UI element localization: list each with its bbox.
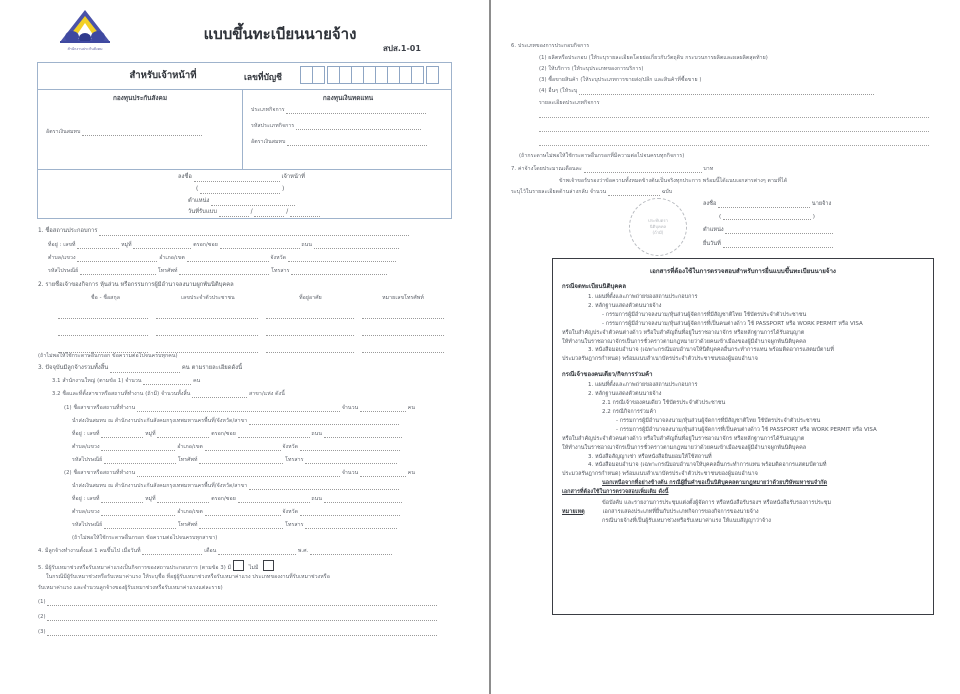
branch-2-address-line-2: [72, 508, 400, 516]
account-group-1: [301, 66, 325, 84]
checklist-underlined-line-1: นอกเหนือจากที่อย่างข้างต้น กรณีผู้ยื่นคำขอเป็นนิติบุคคลตามกฎหมายว่าด้วยบริษัทมหาชนจำกัด: [602, 480, 828, 487]
checklist-tail-item: เอกสารแสดงประเภทที่ยื่นกับประเภทกิจการของกิจการของนายจ้าง: [602, 508, 759, 515]
branch-1-name-label: ชื่อสาขาหรือสถานที่ทำงาน: [73, 405, 136, 411]
account-cell[interactable]: [426, 66, 439, 84]
branch-2-address-line-1: [72, 495, 402, 503]
business-type-label: ประเภทกิจการ: [251, 107, 285, 113]
postcode-field[interactable]: [104, 458, 176, 464]
entry-number: (2): [38, 614, 46, 620]
checklist-item: - กรรมการผู้มีอำนาจลงนาม/หุ้นส่วนผู้จัดการที่เป็นคนต่างด้าว ใช้ PASSPORT หรือ WORK PERMIT หรือ VISA: [616, 426, 877, 433]
seal-line-3: (ถ้ามี): [652, 230, 664, 236]
item-2-footnote: (ถ้าไม่พอให้ใช้กระดาษอื่นกรอก ข้อความต่อไปจนครบทุกคน): [38, 353, 178, 359]
branch-2-office-field[interactable]: [249, 484, 399, 490]
branch-1-count-unit: คน: [407, 405, 415, 411]
checklist-title: เอกสารที่ต้องใช้ในการตรวจสอบสำหรับการยื่นแบบขึ้นทะเบียนนายจ้าง: [650, 268, 836, 275]
total-employees-field[interactable]: [110, 367, 180, 373]
road-field[interactable]: [314, 243, 399, 249]
item-3-label-a: ปัจจุบันมีลูกจ้างรวมทั้งสิ้น: [45, 365, 109, 371]
province-field[interactable]: [300, 445, 400, 451]
company-seal-placeholder: [629, 198, 687, 256]
subcontractor-field-3[interactable]: [47, 630, 437, 636]
item-5-detail-line-2: รับเหมาค่าแรง และจำนวนลูกจ้างของผู้รับเหมาช่วงหรือรับเหมาค่าแรงแต่ละราย): [38, 585, 223, 591]
submit-date-label: ยื่นวันที่: [703, 241, 721, 247]
form-page-2: [491, 0, 960, 694]
checklist-item: 2. หลักฐานแสดงตัวตนนายจ้าง: [588, 391, 662, 398]
item-3-1-row: [52, 377, 200, 385]
employer-signature-block: [703, 200, 893, 254]
position-label: ตำแหน่ง: [188, 198, 210, 204]
checklist-tail-item: กรณีนายจ้างที่เป็นผู้รับเหมาช่วงหรือรับเหมาค่าแรง ให้แนบสัญญาว่าจ้าง: [602, 517, 771, 524]
moo-label: หมู่ที่: [121, 242, 132, 248]
moo-field[interactable]: [133, 243, 191, 249]
position-label: ตำแหน่ง: [703, 227, 724, 233]
item-5-row: [38, 560, 274, 572]
checklist-item: 3. หนังสือมอบอำนาจ (เฉพาะกรณีมอบอำนาจให้นิติบุคคลอื่นกระทำการแทน พร้อมติดอากรแสตมป์ตามที่: [588, 347, 834, 354]
checklist-item: - กรรมการผู้มีอำนาจลงนาม/หุ้นส่วนผู้จัดการที่มีสัญชาติไทย ใช้บัตรประจำตัวประชาชน: [602, 311, 807, 318]
item-3-2-label-b: สาขา/แห่ง ดังนี้: [249, 391, 285, 397]
item-6-label: ประเภทของการประกอบกิจการ: [517, 43, 590, 49]
checklist-item: ประมวลรัษฎากรกำหนด) พร้อมแนบสำเนาบัตรประจำตัวประชาชนของผู้มอบอำนาจ: [562, 356, 758, 363]
paren-open: (: [719, 214, 722, 220]
business-type-field[interactable]: [286, 108, 426, 114]
item-4-row: [38, 547, 392, 555]
item-6-detail-field-1[interactable]: [539, 117, 929, 118]
subcontractor-yes-checkbox[interactable]: [233, 560, 244, 571]
checklist-item: ประมวลรัษฎากรกำหนด) พร้อมแนบสำเนาบัตรประจำตัวประชาชนของผู้มอบอำนาจ: [562, 471, 758, 478]
fax-label: โทรสาร: [285, 522, 304, 528]
required-documents-box: [552, 258, 934, 615]
subcontractor-entry-3: [38, 628, 437, 636]
branch-2-footnote: (ถ้าไม่พอให้ใช้กระดาษอื่นกรอก ข้อความต่อไปจนครบทุกสาขา): [72, 535, 218, 541]
item-5-label-mid: ไม่มี: [248, 565, 259, 571]
item-3-1-label-a: สำนักงานใหญ่ (ตามข้อ 1) จำนวน: [62, 378, 142, 384]
checklist-section-heading-2: กรณีเจ้าของคนเดียว/กิจการร่วมค้า: [562, 371, 653, 379]
receive-day-field[interactable]: [219, 211, 249, 217]
entry-number: (1): [38, 599, 46, 605]
moo-label: หมู่ที่: [145, 431, 156, 437]
column-header-address: ที่อยู่อาศัย: [299, 295, 322, 301]
branch-2-office-row: [72, 482, 399, 490]
contribution-rate-label: อัตราเงินสมทบ: [251, 139, 286, 145]
branch-1-count-label: จำนวน: [341, 405, 359, 411]
postcode-label: รหัสไปรษณีย์: [48, 268, 79, 274]
road-field[interactable]: [324, 432, 402, 438]
checklist-item: 2.2 กรณีกิจการร่วมค้า: [602, 408, 657, 415]
receive-date-label: วันที่รับแบบ: [188, 209, 217, 215]
subcontractor-entry-2: [38, 613, 437, 621]
item-4-number: 4.: [38, 548, 44, 554]
fax-label: โทรสาร: [285, 457, 304, 463]
item-6-option-3[interactable]: (3) ซื้อขายสินค้า (ให้ระบุประเภทการขายส่ง/ปลีก และสินค้าที่ซื้อขาย ): [539, 77, 702, 83]
head-office-employees-field[interactable]: [143, 379, 191, 385]
item-6-detail-label: รายละเอียดประเภทกิจการ: [539, 100, 600, 106]
item-3-2-row: [52, 390, 285, 398]
subdistrict-field[interactable]: [101, 445, 175, 451]
soi-field[interactable]: [238, 432, 310, 438]
phone-label: โทรศัพท์: [177, 522, 198, 528]
fax-field[interactable]: [305, 523, 397, 529]
employer-position-field[interactable]: [725, 228, 833, 234]
fax-label: โทรสาร: [271, 268, 290, 274]
account-number-boxes: [301, 66, 442, 84]
phone-field[interactable]: [199, 523, 283, 529]
start-month-field[interactable]: [218, 549, 296, 555]
postcode-field[interactable]: [80, 269, 156, 275]
compensation-fund-heading: กองทุนเงินทดแทน: [322, 94, 374, 102]
item-1-row: [38, 227, 409, 236]
employer-signature-field[interactable]: [718, 202, 810, 208]
item-6-option-4[interactable]: [539, 87, 874, 95]
item-6-option-4-label: (4) อื่นๆ (ให้ระบุ: [539, 88, 578, 94]
entry-number: (3): [38, 629, 46, 635]
position-row: [703, 226, 893, 234]
fax-field[interactable]: [291, 269, 387, 275]
item-2-label: รายชื่อเจ้าของกิจการ หุ้นส่วน หรือกรรมการผู้มีอำนาจลงนามผูกพันนิติบุคคล: [45, 282, 234, 288]
item-3-label-b: คน ตามรายละเอียดดังนี้: [181, 365, 243, 371]
social-security-fund-column: [38, 90, 242, 169]
item-1-address-line-2: [48, 254, 396, 262]
branch-2-count-field[interactable]: [360, 471, 406, 477]
establishment-name-field[interactable]: [99, 230, 409, 236]
submit-date-field[interactable]: [723, 242, 833, 248]
item-2-row: [38, 281, 234, 290]
branch-2-count-unit: คน: [407, 470, 415, 476]
sso-logo: [48, 8, 122, 52]
item-3-number: 3.: [38, 365, 44, 371]
seal-line-2: นิติบุคคล: [649, 223, 667, 229]
business-type-code-field[interactable]: [296, 124, 421, 130]
attachment-count-field[interactable]: [608, 190, 660, 196]
account-cell[interactable]: [312, 66, 325, 84]
province-label: จังหวัด: [282, 444, 299, 450]
soi-label: ตรอก/ซอย: [211, 431, 236, 437]
table-header-row: [58, 294, 448, 302]
item-6-option-2[interactable]: (2) ให้บริการ (ให้ระบุประเภทของการบริการ): [539, 66, 644, 72]
subdistrict-label: ตำบล/แขวง: [72, 444, 100, 450]
branch-count-field[interactable]: [192, 392, 247, 398]
soi-field[interactable]: [220, 243, 300, 249]
subdistrict-field[interactable]: [77, 256, 157, 262]
item-2-table: [58, 294, 448, 353]
officer-name-field[interactable]: [200, 188, 280, 194]
checklist-item: 1. แผนที่ตั้งและภาพถ่ายของสถานประกอบการ: [588, 294, 698, 300]
official-use-box: [37, 62, 452, 219]
soi-label: ตรอก/ซอย: [193, 242, 218, 248]
official-signature-block: [38, 170, 451, 219]
branch-1-address-line-3: [72, 456, 397, 464]
province-field[interactable]: [288, 256, 396, 262]
start-year-field[interactable]: [310, 549, 392, 555]
item-5-detail-line-1: ในกรณีมีผู้รับเหมาช่วงหรือรับเหมาค่าแรง ให้ระบุชื่อ ที่อยู่ผู้รับเหมาช่วงหรือรับเหมาค่าแรง ประเภทของงานที่รับเหมาช่วงหรือ: [46, 574, 330, 580]
moo-field[interactable]: [157, 432, 209, 438]
account-number-label: เลขที่บัญชี: [244, 73, 282, 83]
declaration-line-2: [511, 188, 672, 196]
sign-row: [703, 200, 893, 208]
subdistrict-field[interactable]: [101, 510, 175, 516]
sign-label: ลงชื่อ: [703, 201, 717, 207]
item-1-address-line-3: [48, 267, 387, 275]
table-row[interactable]: [58, 330, 448, 336]
fax-field[interactable]: [305, 458, 397, 464]
date-sep: /: [250, 209, 253, 215]
item-3-2-label-a: ชื่อและที่ตั้งสาขาหรือสถานที่ทำงาน (ถ้ามี) จำนวนทั้งสิ้น: [62, 391, 191, 397]
phone-field[interactable]: [179, 269, 269, 275]
item-1-label: ชื่อสถานประกอบการ: [45, 228, 98, 234]
form-code: สปส.1-01: [383, 44, 421, 53]
receive-month-field[interactable]: [254, 211, 284, 217]
subcontractor-field-1[interactable]: [47, 600, 437, 606]
address-no-field[interactable]: [101, 497, 143, 503]
item-7-row: [511, 165, 713, 173]
business-type-code-label: รหัสประเภทกิจการ: [251, 123, 295, 129]
account-group-2: [328, 66, 424, 84]
declaration-line-2-a: ระบุไว้ในรายละเอียดด้านล่างกลับ จำนวน: [511, 189, 607, 195]
item-6-detail-field-3[interactable]: [539, 145, 929, 146]
contribution-rate-field[interactable]: [287, 140, 427, 146]
item-1-address-line-1: [48, 241, 399, 249]
page-title: แบบขึ้นทะเบียนนายจ้าง: [203, 25, 357, 43]
district-field[interactable]: [187, 256, 269, 262]
branch-1-name-field[interactable]: [137, 406, 340, 412]
branch-1-office-label: นำส่งเงินสมทบ ณ สำนักงานประกันสังคมกรุงเทพมหานครพื้นที่/จังหวัด/สาขา: [72, 418, 248, 424]
item-7-label-a: ค่าจ้างโดยประมาณเดือนละ: [517, 166, 582, 172]
item-3-row: [38, 364, 242, 373]
start-day-field[interactable]: [142, 549, 202, 555]
subcontractor-field-2[interactable]: [47, 615, 437, 621]
branch-1-address-line-2: [72, 443, 400, 451]
official-use-title: สำหรับเจ้าหน้าที่: [129, 70, 197, 81]
branch-1-name-row: [64, 404, 415, 412]
district-field[interactable]: [205, 445, 281, 451]
item-1-number: 1.: [38, 228, 44, 234]
date-sep: /: [286, 209, 289, 215]
checklist-section-heading-1: กรณีจดทะเบียนนิติบุคคล: [562, 283, 626, 290]
postcode-label: รหัสไปรษณีย์: [72, 457, 103, 463]
item-6-row: [511, 42, 589, 50]
paren-open: (: [196, 186, 199, 192]
receive-year-field[interactable]: [290, 211, 320, 217]
branch-2-number: (2): [64, 470, 72, 476]
checklist-item: 3. หนังสือสัญญาเช่า หรือหนังสือยินยอมให้ใช้สถานที่: [588, 453, 712, 460]
checklist-item: 2.1 กรณีเจ้าของคนเดียว ใช้บัตรประจำตัวประชาชน: [602, 400, 726, 407]
branch-1-office-field[interactable]: [249, 419, 399, 425]
checklist-item: หรือใบสำคัญประจำตัวคนต่างด้าว หรือใบสำคัญถิ่นที่อยู่ในราชอาณาจักร หรือหลักฐานการได้รับอนุญาต: [562, 329, 805, 336]
phone-label: โทรศัพท์: [177, 457, 198, 463]
road-label: ถนน: [301, 242, 312, 248]
item-3-2-number: 3.2: [52, 391, 61, 397]
item-5-label-a: มีผู้รับเหมาช่วงหรือรับเหมาค่าแรงเป็นกิจการของสถานประกอบการ (ตามข้อ 3) มี: [44, 565, 232, 571]
branch-2-name-row: [64, 469, 415, 477]
item-4-label-a: มีลูกจ้างทำงานตั้งแต่ 1 คนขึ้นไป เมื่อวันที่: [44, 548, 141, 554]
column-header-name: ชื่อ - ชื่อสกุล: [91, 295, 120, 301]
address-no-field[interactable]: [77, 243, 119, 249]
checklist-item: หรือใบสำคัญประจำตัวคนต่างด้าว หรือใบสำคัญถิ่นที่อยู่ในราชอาณาจักร หรือหลักฐานการได้รับอนุญาต: [562, 435, 805, 442]
checklist-item: 4. หนังสือมอบอำนาจ (เฉพาะกรณีมอบอำนาจให้บุคคลอื่นกระทำการแทน พร้อมติดอากรแสตมป์ตามที่: [588, 462, 827, 469]
phone-label: โทรศัพท์: [157, 268, 178, 274]
contribution-rate-field[interactable]: [82, 130, 202, 136]
officer-role-label: เจ้าหน้าที่: [281, 174, 305, 180]
moo-field[interactable]: [157, 497, 209, 503]
compensation-fund-column: [243, 90, 453, 169]
checklist-item: ให้ทำงานในราชอาณาจักรเป็นการชั่วคราวตามกฎหมายว่าด้วยคนเข้าเมืองของผู้มีอำนาจผูกพันนิติบุคคล: [562, 338, 807, 345]
note-marker: หมายเหตุ: [562, 508, 585, 515]
seal-line-1: ประทับตรา: [648, 217, 668, 223]
checklist-item: - กรรมการผู้มีอำนาจลงนาม/หุ้นส่วนผู้จัดการที่มีสัญชาติไทย ใช้บัตรประจำตัวประชาชน: [616, 417, 821, 424]
item-6-option-1[interactable]: (1) ผลิตหรือประกอบ (ให้ระบุรายละเอียดโดยย่อเกี่ยวกับวัตถุดิบ กระบวนการผลิตและผลผลิตสุดท้าย): [539, 55, 768, 61]
address-no-field[interactable]: [101, 432, 143, 438]
item-7-unit: บาท: [703, 166, 714, 172]
item-6-other-field[interactable]: [579, 89, 874, 95]
item-4-label-c: พ.ศ.: [297, 548, 309, 554]
postcode-field[interactable]: [104, 523, 176, 529]
address-no-label: ที่อยู่ : เลขที่: [72, 431, 100, 437]
monthly-wage-field[interactable]: [584, 167, 702, 173]
declaration-line-1: ข้าพเจ้าขอรับรองว่าข้อความทั้งหมดข้างต้นเป็นจริงทุกประการ พร้อมนี้ได้แนบเอกสารต่างๆ ตามที่ได้: [559, 178, 788, 184]
soi-label: ตรอก/ซอย: [211, 496, 236, 502]
column-header-phone: หมายเลขโทรศัพท์: [382, 295, 424, 301]
branch-2-count-label: จำนวน: [341, 470, 359, 476]
checklist-item: 2. หลักฐานแสดงตัวตนนายจ้าง: [588, 302, 662, 309]
sso-logo-caption: สำนักงานประกันสังคม: [67, 47, 103, 51]
officer-position-field[interactable]: [211, 200, 295, 206]
name-row: [703, 214, 893, 220]
branch-1-count-field[interactable]: [360, 406, 406, 412]
item-4-label-b: เดือน: [204, 548, 217, 554]
sign-label: ลงชื่อ: [178, 174, 192, 180]
subdistrict-label: ตำบล/แขวง: [48, 255, 76, 261]
branch-2-name-label: ชื่อสาขาหรือสถานที่ทำงาน: [73, 470, 136, 476]
item-6-detail-field-2[interactable]: [539, 131, 929, 132]
item-6-number: 6.: [511, 43, 517, 49]
date-row: [703, 240, 893, 248]
attachment-unit: ฉบับ: [661, 189, 673, 195]
table-row[interactable]: [58, 313, 448, 319]
road-label: ถนน: [311, 431, 322, 437]
district-label: อำเภอ/เขต: [177, 444, 203, 450]
employer-role-label: นายจ้าง: [811, 201, 832, 207]
province-label: จังหวัด: [270, 255, 287, 261]
branch-1-number: (1): [64, 405, 72, 411]
address-no-label: ที่อยู่ : เลขที่: [48, 242, 76, 248]
subcontractor-entry-1: [38, 598, 437, 606]
employer-name-field[interactable]: [723, 214, 811, 220]
column-header-id: เลขประจำตัวประชาชน: [181, 295, 235, 301]
item-3-1-number: 3.1: [52, 378, 61, 384]
sso-logo-mark: [48, 8, 122, 48]
account-group-3: [427, 66, 439, 84]
item-2-number: 2.: [38, 282, 44, 288]
phone-field[interactable]: [199, 458, 283, 464]
branch-2-address-line-3: [72, 521, 397, 529]
paren-close: ): [281, 186, 285, 192]
province-field[interactable]: [300, 510, 400, 516]
district-label: อำเภอ/เขต: [177, 509, 203, 515]
district-field[interactable]: [205, 510, 281, 516]
road-label: ถนน: [311, 496, 322, 502]
province-label: จังหวัด: [282, 509, 299, 515]
subdistrict-label: ตำบล/แขวง: [72, 509, 100, 515]
item-3-1-unit: คน: [193, 378, 201, 384]
item-6-footnote: (ถ้ากระดาษไม่พอให้ใช้กระดาษอื่นกรอกที่มีความต่อไปจนครบทุกกิจการ): [519, 153, 685, 159]
branch-1-address-line-1: [72, 430, 402, 438]
moo-label: หมู่ที่: [145, 496, 156, 502]
district-label: อำเภอ/เขต: [159, 255, 185, 261]
soi-field[interactable]: [238, 497, 310, 503]
contribution-rate-label: อัตราเงินสมทบ: [46, 129, 81, 135]
checklist-item: - กรรมการผู้มีอำนาจลงนาม/หุ้นส่วนผู้จัดการที่เป็นคนต่างด้าว ใช้ PASSPORT หรือ WORK PERMIT หรือ VISA: [602, 320, 863, 327]
address-no-label: ที่อยู่ : เลขที่: [72, 496, 100, 502]
branch-1-office-row: [72, 417, 399, 425]
item-7-number: 7.: [511, 166, 517, 172]
postcode-label: รหัสไปรษณีย์: [72, 522, 103, 528]
checklist-tail-item-with-note: [562, 508, 924, 517]
officer-signature-field[interactable]: [194, 176, 280, 182]
branch-2-name-field[interactable]: [137, 471, 340, 477]
road-field[interactable]: [324, 497, 402, 503]
checklist-underlined-line-2: เอกสารที่ต้องใช้ในการตรวจสอบเพิ่มเติม ดังนี้: [562, 489, 669, 496]
checklist-item: 1. แผนที่ตั้งและภาพถ่ายของสถานประกอบการ: [588, 382, 698, 389]
checklist-item: ให้ทำงานในราชอาณาจักรเป็นการชั่วคราวตามกฎหมายว่าด้วยคนเข้าเมืองของผู้มีอำนาจผูกพันนิติบุคคล: [562, 444, 807, 451]
checklist-tail-item: ข้อบังคับ และรายงานการประชุมแต่งตั้งผู้จัดการ หรือหนังสือรับรองฯ หรือหนังสือรับรองการประชุม: [602, 500, 832, 507]
item-5-number: 5.: [38, 565, 44, 571]
social-security-fund-heading: กองทุนประกันสังคม: [112, 94, 168, 102]
subcontractor-no-checkbox[interactable]: [263, 560, 274, 571]
paren-close: ): [812, 214, 815, 220]
branch-2-office-label: นำส่งเงินสมทบ ณ สำนักงานประกันสังคมกรุงเทพมหานครพื้นที่/จังหวัด/สาขา: [72, 483, 248, 489]
account-cell[interactable]: [411, 66, 424, 84]
